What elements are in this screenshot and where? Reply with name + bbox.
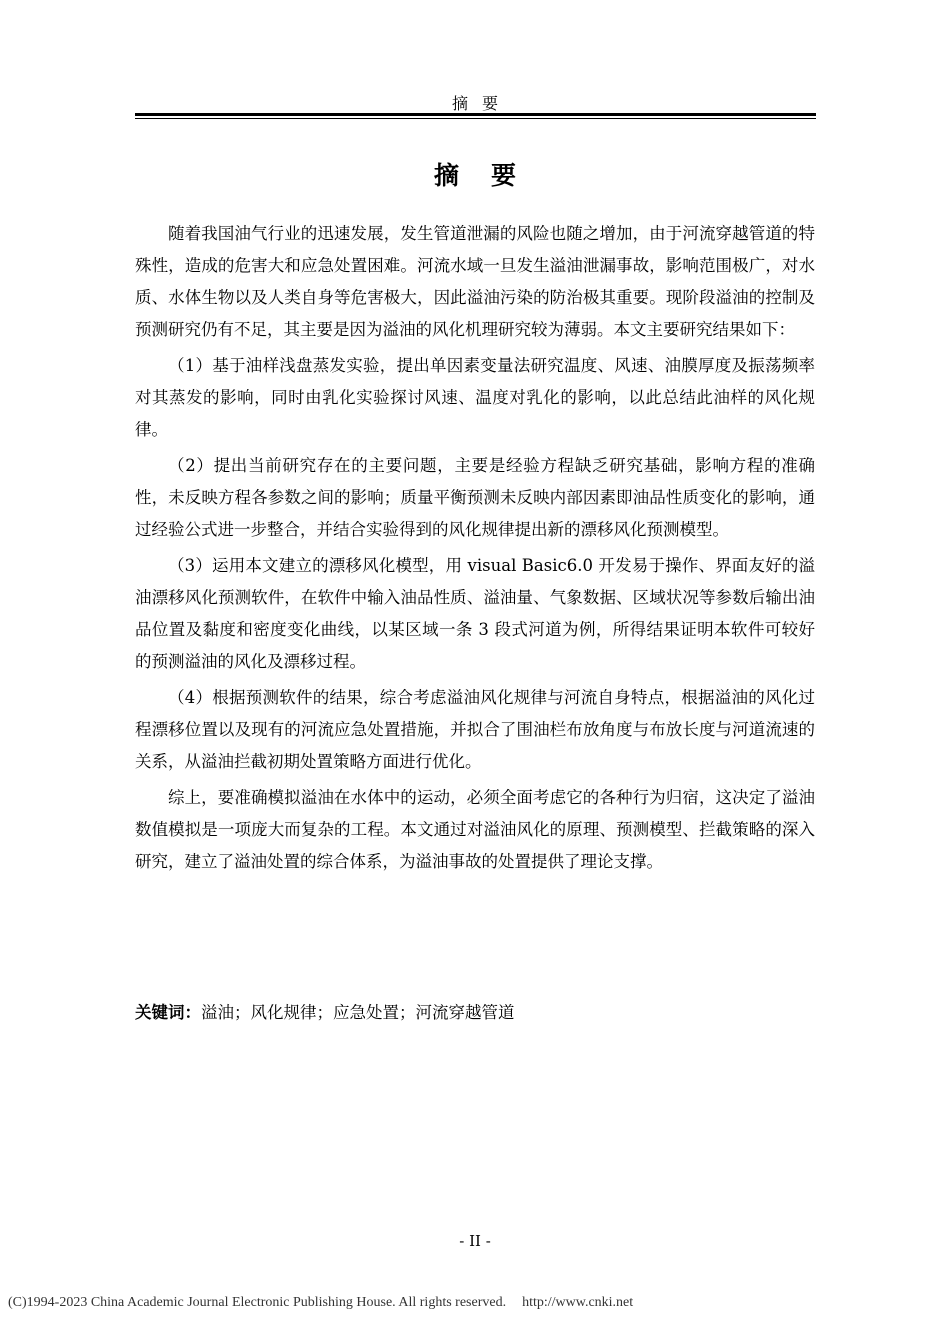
keywords-line xyxy=(135,997,815,1029)
paragraph-result-4: （4）根据预测软件的结果，综合考虑溢油风化规律与河流自身特点，根据溢油的风化过程漂移位置以及现有的河流应急处置措施，并拟合了围油栏布放角度与布放长度与河道流速的关系，从溢油拦截初期处置策略方面进行优化。 xyxy=(135,688,815,771)
header-rule-thin xyxy=(135,118,816,119)
page-title: 摘要 xyxy=(433,161,548,190)
page-number: - II - xyxy=(459,1232,491,1250)
keywords-text: 溢油；风化规律；应急处置；河流穿越管道 xyxy=(201,1003,515,1022)
footer-link[interactable]: http://www.cnki.net xyxy=(522,1295,634,1310)
copyright-footer xyxy=(8,1295,942,1311)
keywords-label: 关键词： xyxy=(135,1003,201,1022)
running-header: 摘要 xyxy=(451,94,512,113)
paragraph-result-2: （2）提出当前研究存在的主要问题，主要是经验方程缺乏研究基础，影响方程的准确性，未反映方程各参数之间的影响；质量平衡预测未反映内部因素即油品性质变化的影响，通过经验公式进一步整合，并结合实验得到的风化规律提出新的漂移风化预测模型。 xyxy=(135,456,815,539)
paragraph-result-1: （1）基于油样浅盘蒸发实验，提出单因素变量法研究温度、风速、油膜厚度及振荡频率对其蒸发的影响，同时由乳化实验探讨风速、温度对乳化的影响，以此总结此油样的风化规律。 xyxy=(135,356,815,439)
paragraph-intro: 随着我国油气行业的迅速发展，发生管道泄漏的风险也随之增加，由于河流穿越管道的特殊性，造成的危害大和应急处置困难。河流水域一旦发生溢油泄漏事故，影响范围极广，对水质、水体生物以及人类自身等危害极大，因此溢油污染的防治极其重要。现阶段溢油的控制及预测研究仍有不足，其主要是因为溢油的风化机理研究较为薄弱。本文主要研究结果如下： xyxy=(135,224,815,339)
abstract-body xyxy=(135,218,815,882)
header-rule-thick xyxy=(135,113,816,116)
copyright-text: (C)1994-2023 China Academic Journal Electronic Publishing House. All rights reserved. xyxy=(8,1295,507,1310)
paragraph-result-3: （3）运用本文建立的漂移风化模型，用 visual Basic6.0 开发易于操作、界面友好的溢油漂移风化预测软件，在软件中输入油品性质、溢油量、气象数据、区域状况等参数后输出油品位置及黏度和密度变化曲线，以某区域一条 3 段式河道为例，所得结果证明本软件可较好的预测溢油的风化及漂移过程。 xyxy=(135,556,815,671)
paragraph-conclusion: 综上，要准确模拟溢油在水体中的运动，必须全面考虑它的各种行为归宿，这决定了溢油数值模拟是一项庞大而复杂的工程。本文通过对溢油风化的原理、预测模型、拦截策略的深入研究，建立了溢油处置的综合体系，为溢油事故的处置提供了理论支撑。 xyxy=(135,788,815,871)
